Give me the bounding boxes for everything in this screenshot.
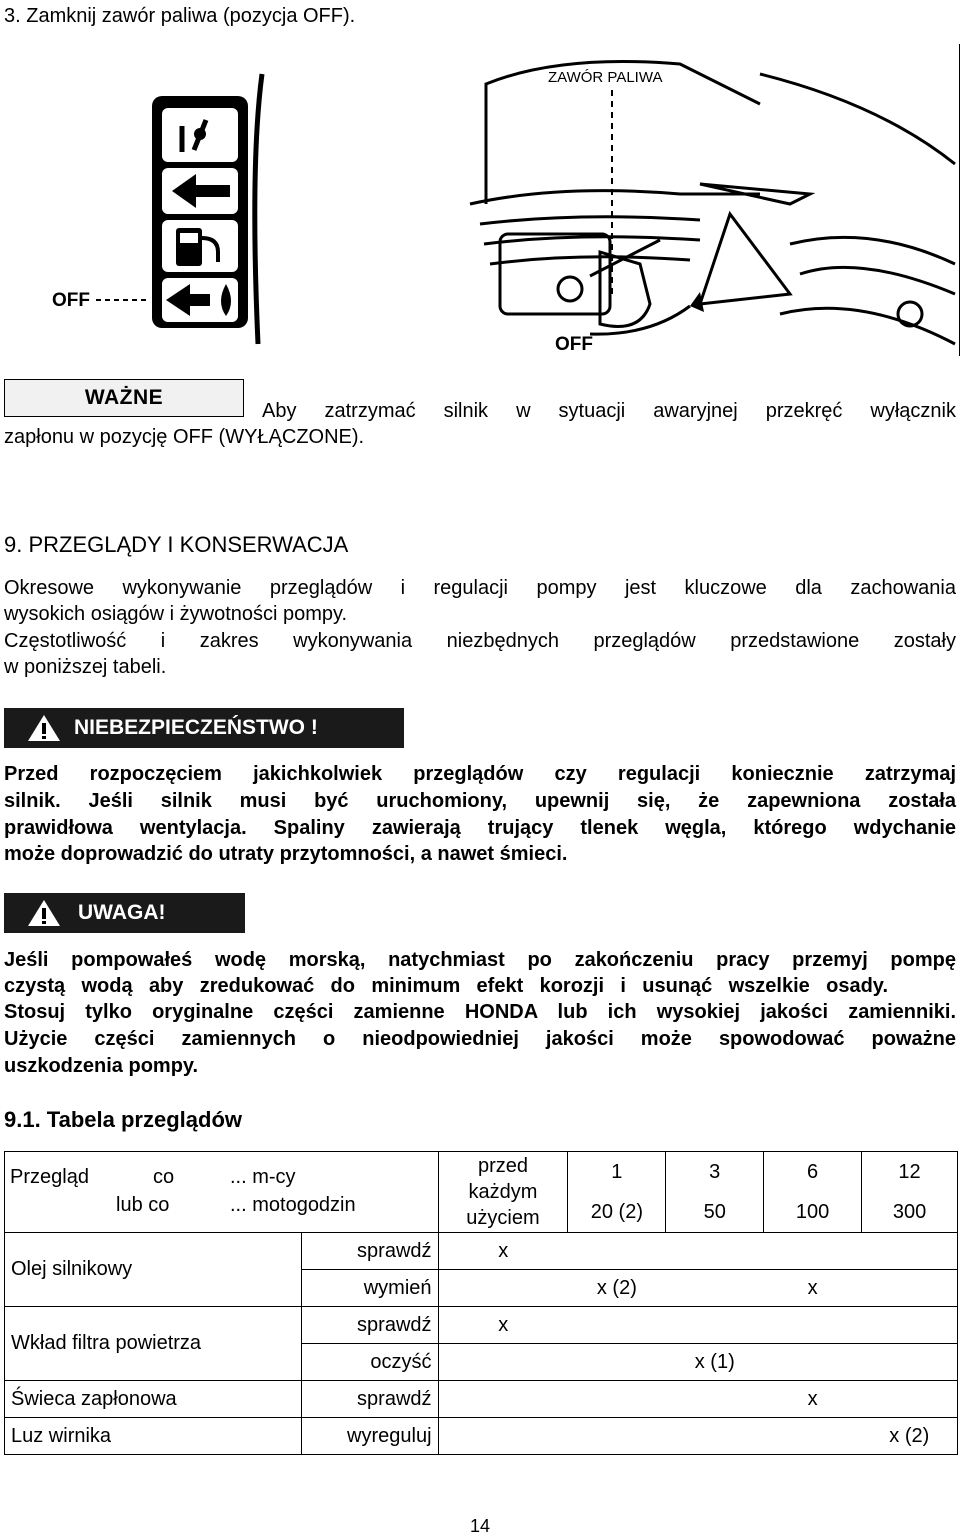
row-cell [862,1307,958,1344]
row-cell [666,1307,764,1344]
row-cell [764,1307,862,1344]
header-co: co [153,1166,175,1188]
valve-label: ZAWÓR PALIWA [548,69,663,86]
row-cell [438,1270,568,1307]
row-cell: x (2) [568,1270,666,1307]
danger-badge: NIEBEZPIECZEŃSTWO ! [4,708,404,748]
off-label-left: OFF [52,290,90,311]
row-cell [764,1344,862,1381]
row-item: Wkład filtra powietrza [5,1307,302,1381]
row-cell [568,1381,666,1418]
row-cell [666,1270,764,1307]
section-title: 9. PRZEGLĄDY I KONSERWACJA [4,532,349,557]
caution-line-4: Użycie części zamiennych o nieodpowiedniej jakości może spowodować poważne [4,1028,956,1050]
fuel-valve-figure [0,44,960,356]
off-label-right: OFF [555,334,593,355]
maintenance-table [4,1151,958,1455]
row-cell [764,1233,862,1270]
row-action: wymień [301,1270,438,1307]
engine-drawing [470,62,955,345]
row-item: Świeca zapłonowa [5,1381,302,1418]
important-line-1: Aby zatrzymać silnik w sytuacji awaryjnej przekręć wyłącznik [262,400,956,422]
caution-line-3: Stosuj tylko oryginalne części zamienne HONDA lub ich wysokiej jakości zamienniki. [4,1001,956,1023]
danger-line-1: Przed rozpoczęciem jakichkolwiek przeglądów czy regulacji koniecznie zatrzymaj [4,763,956,785]
header-motogodzin: ... motogodzin [230,1194,356,1216]
table-row [5,1381,958,1418]
row-cell: x [438,1233,568,1270]
danger-line-3: prawidłowa wentylacja. Spaliny zawierają trujący tlenek węgla, którego wdychanie [4,817,956,839]
important-line-2: zapłonu w pozycję OFF (WYŁĄCZONE). [4,426,365,448]
header-lub-co: lub co [116,1194,170,1216]
warning-triangle-icon [26,713,62,743]
caution-line-2: czystą wodą aby zredukować do minimum efekt korozji i usunąć wszelkie osady. [4,975,888,997]
row-item: Olej silnikowy [5,1233,302,1307]
row-cell: x (2) [862,1418,958,1455]
row-cell [568,1418,666,1455]
header-period-cell [5,1152,439,1233]
section-para2-line1: Częstotliwość i zakres wykonywania niezbędnych przeglądów przedstawione zostały [4,630,956,652]
section-para2-line2: w poniższej tabeli. [4,656,167,678]
row-action: sprawdź [301,1307,438,1344]
header-mcy: ... m-cy [230,1166,296,1188]
row-cell [666,1381,764,1418]
important-badge: WAŻNE [4,379,244,417]
page-number: 14 [469,1516,491,1536]
row-cell [568,1307,666,1344]
row-cell: x (1) [666,1344,764,1381]
table-title: 9.1. Tabela przeglądów [4,1107,242,1132]
row-action: sprawdź [301,1381,438,1418]
row-item: Luz wirnika [5,1418,302,1455]
row-cell [568,1233,666,1270]
row-cell [666,1418,764,1455]
caution-line-5: uszkodzenia pompy. [4,1055,199,1077]
header-interval-2: 3 50 [666,1152,764,1233]
step-text: 3. Zamknij zawór paliwa (pozycja OFF). [4,5,356,27]
table-row [5,1307,958,1344]
row-action: wyreguluj [301,1418,438,1455]
row-cell [862,1233,958,1270]
danger-line-2: silnik. Jeśli silnik musi być uruchomiony, upewnij się, że zapewniona została [4,790,956,812]
row-cell [862,1344,958,1381]
row-action: oczyść [301,1344,438,1381]
header-each-use: przed każdym użyciem [438,1152,568,1233]
row-cell: x [438,1307,568,1344]
danger-line-4: może doprowadzić do utraty przytomności, a nawet śmieci. [4,843,568,865]
row-action: sprawdź [301,1233,438,1270]
table-row [5,1233,958,1270]
row-cell [666,1233,764,1270]
header-przeglad: Przegląd [10,1166,89,1188]
row-cell [862,1270,958,1307]
valve-sign-icon [152,74,262,344]
row-cell [438,1381,568,1418]
warning-triangle-icon [26,898,62,928]
table-row [5,1418,958,1455]
section-para1-line1: Okresowe wykonywanie przeglądów i regulacji pompy jest kluczowe dla zachowania [4,577,956,599]
row-cell: x [764,1270,862,1307]
row-cell [438,1418,568,1455]
header-interval-3: 6 100 [764,1152,862,1233]
row-cell: x [764,1381,862,1418]
header-interval-1: 1 20 (2) [568,1152,666,1233]
caution-line-1: Jeśli pompowałeś wodę morską, natychmiast po zakończeniu pracy przemyj pompę [4,949,956,971]
header-interval-4: 12 300 [862,1152,958,1233]
section-para1-line2: wysokich osiągów i żywotności pompy. [4,603,348,625]
row-cell [568,1344,666,1381]
row-cell [764,1418,862,1455]
row-cell [438,1344,568,1381]
caution-badge: UWAGA! [4,893,245,933]
row-cell [862,1381,958,1418]
table-header-row [5,1152,958,1233]
